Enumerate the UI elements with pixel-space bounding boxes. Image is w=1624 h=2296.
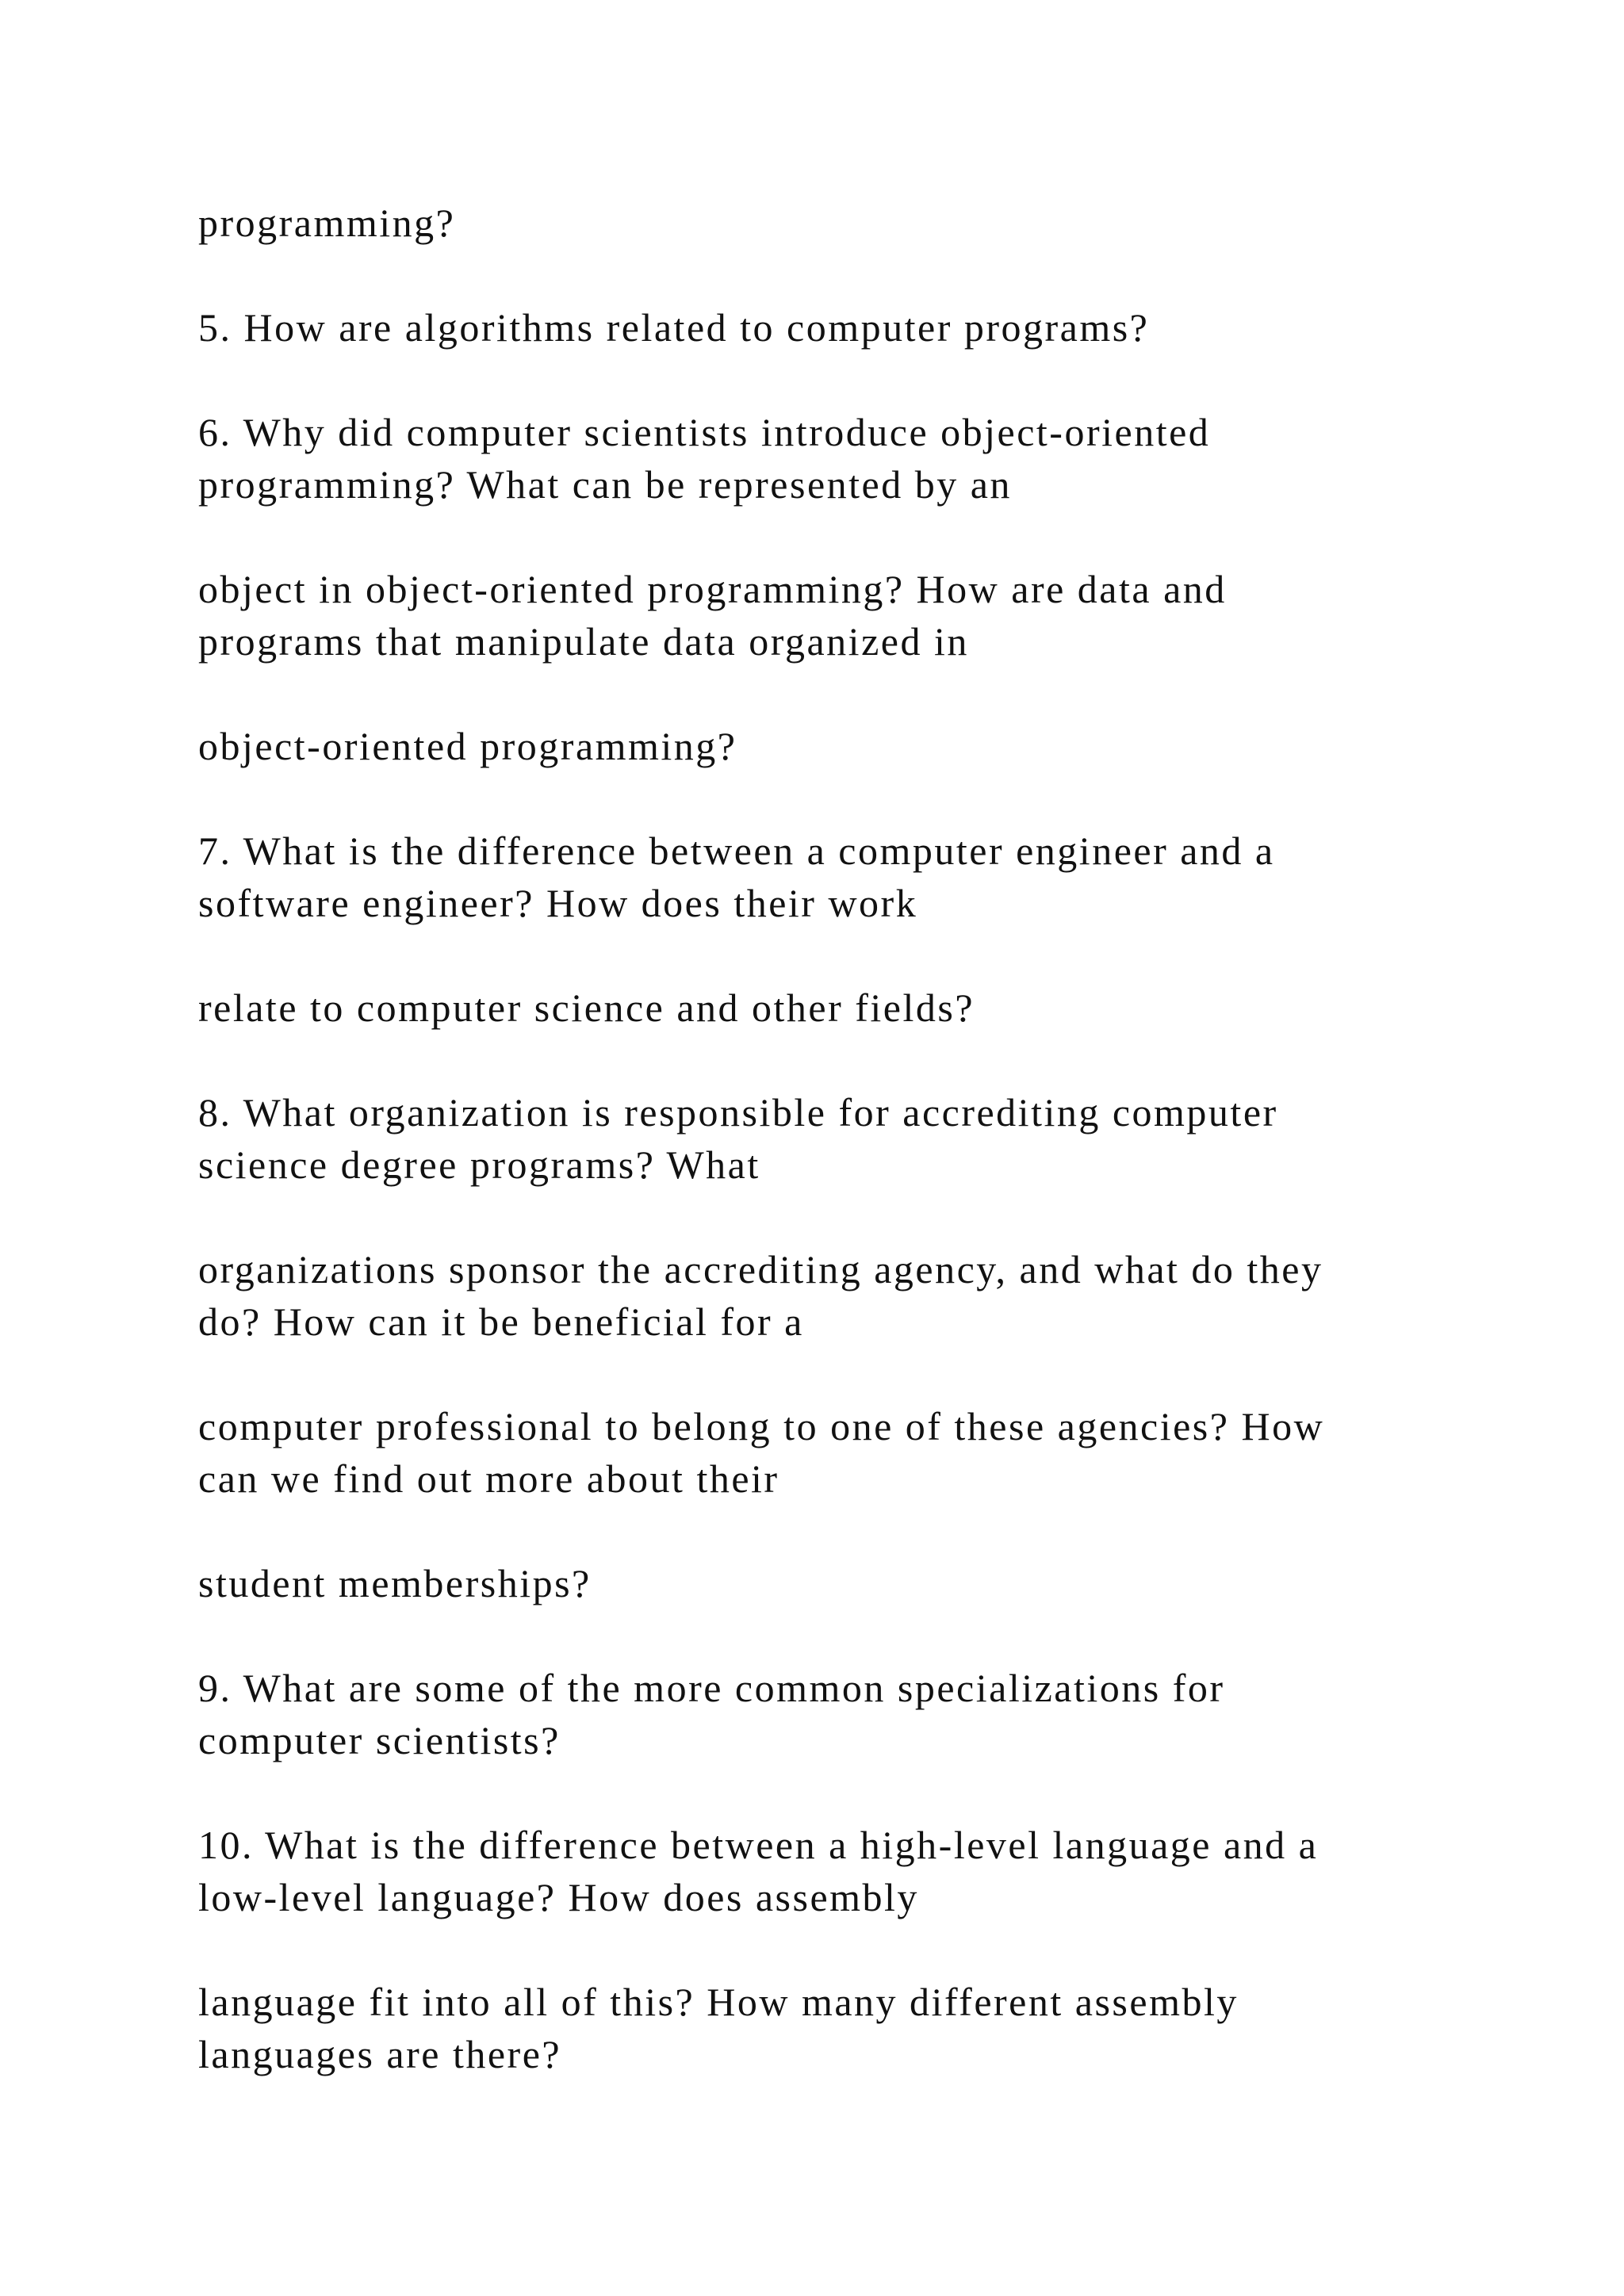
text-line: do? How can it be beneficial for a <box>198 1299 804 1344</box>
text-line: relate to computer science and other fields? <box>198 985 975 1030</box>
paragraph <box>198 982 1507 1034</box>
paragraph <box>198 720 1507 772</box>
paragraph <box>198 1662 1507 1766</box>
text-line: object-oriented programming? <box>198 724 737 768</box>
text-line: programming? What can be represented by an <box>198 462 1012 507</box>
text-line: low-level language? How does assembly <box>198 1875 919 1919</box>
paragraph <box>198 1976 1507 2080</box>
text-line: computer scientists? <box>198 1718 561 1762</box>
text-line: object in object-oriented programming? How are data and <box>198 567 1227 611</box>
text-line: programming? <box>198 201 456 245</box>
paragraph <box>198 1400 1507 1505</box>
paragraph <box>198 1086 1507 1191</box>
paragraph <box>198 1819 1507 1923</box>
paragraph <box>198 406 1507 511</box>
paragraph <box>198 197 1507 249</box>
text-line: 5. How are algorithms related to computer programs? <box>198 305 1150 350</box>
paragraph <box>198 825 1507 929</box>
text-line: language fit into all of this? How many different assembly <box>198 1980 1239 2024</box>
text-line: programs that manipulate data organized in <box>198 619 969 664</box>
text-line: 9. What are some of the more common specializations for <box>198 1666 1225 1710</box>
paragraph <box>198 301 1507 354</box>
text-line: student memberships? <box>198 1561 592 1605</box>
paragraph <box>198 1243 1507 1348</box>
text-line: science degree programs? What <box>198 1142 760 1187</box>
text-line: organizations sponsor the accrediting agency, and what do they <box>198 1247 1323 1292</box>
text-line: 8. What organization is responsible for accrediting computer <box>198 1090 1278 1135</box>
paragraph <box>198 563 1507 668</box>
text-line: 6. Why did computer scientists introduce object-oriented <box>198 410 1211 454</box>
text-line: software engineer? How does their work <box>198 881 918 925</box>
text-line: can we find out more about their <box>198 1456 779 1501</box>
text-line: computer professional to belong to one of these agencies? How <box>198 1404 1325 1448</box>
text-line: 7. What is the difference between a computer engineer and a <box>198 828 1275 873</box>
paragraph <box>198 1557 1507 1609</box>
text-line: 10. What is the difference between a high-level language and a <box>198 1823 1319 1867</box>
text-line: languages are there? <box>198 2032 562 2076</box>
